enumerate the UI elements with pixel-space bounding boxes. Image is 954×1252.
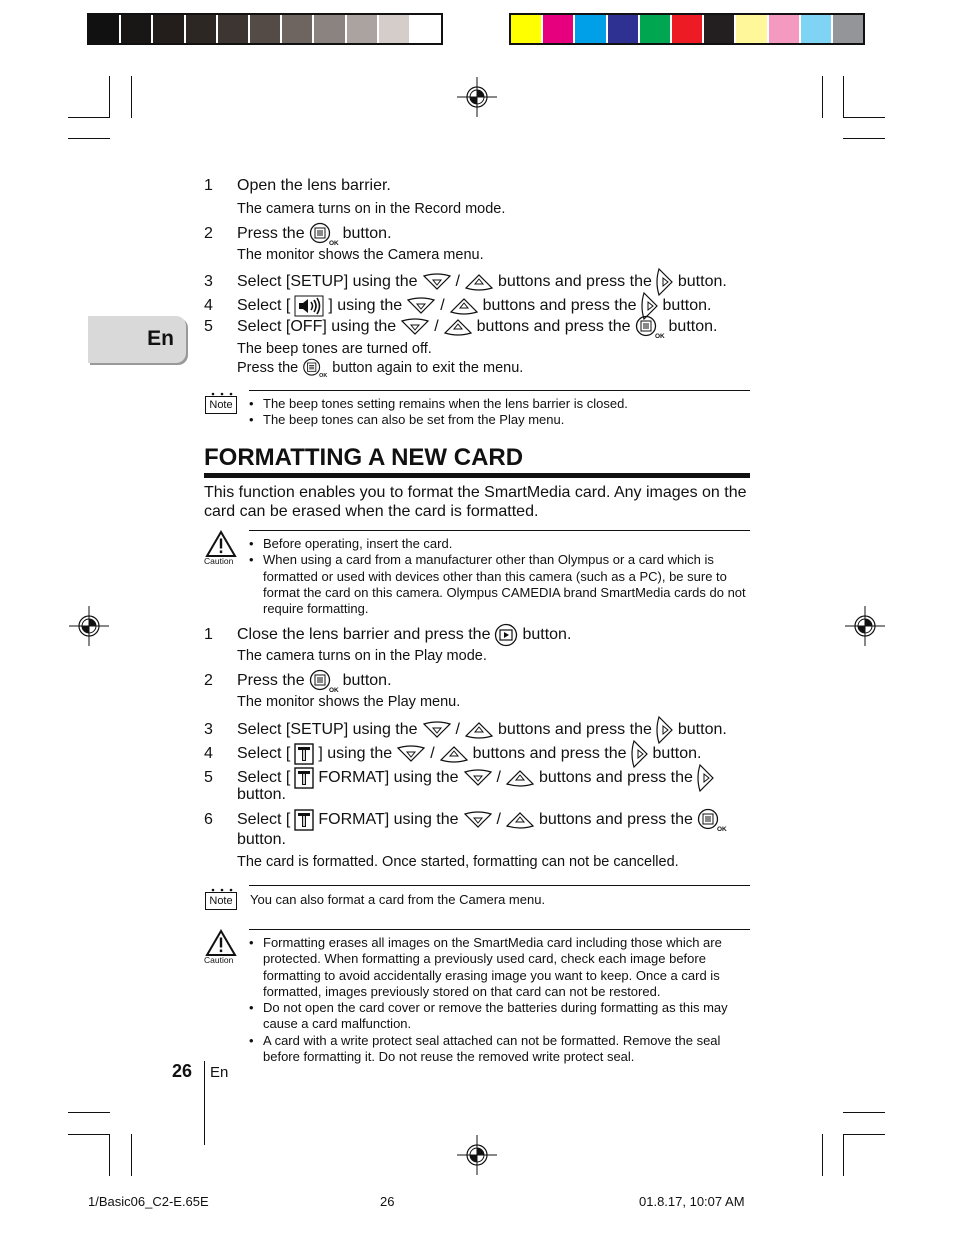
color-swatch — [575, 15, 607, 43]
color-swatch — [704, 15, 736, 43]
svg-text:OK: OK — [328, 687, 339, 693]
step-number: 5 — [204, 769, 213, 786]
step-text: ] using the — [328, 297, 403, 314]
page-marker-rule — [204, 1061, 205, 1145]
ok-menu-icon — [635, 315, 665, 339]
step-result — [237, 247, 484, 263]
registration-mark-left — [69, 606, 109, 646]
color-swatch — [736, 15, 768, 43]
step-text: button. — [677, 721, 727, 738]
color-swatch — [608, 15, 640, 43]
step-text: / — [430, 745, 435, 762]
color-swatch — [672, 15, 704, 43]
step-text: Close the lens barrier and press the — [237, 626, 491, 643]
color-calibration-bar — [509, 13, 865, 45]
step-text: buttons and press the — [497, 721, 652, 738]
down-arrow-icon — [422, 721, 452, 739]
svg-text:OK: OK — [328, 240, 339, 246]
step-number: 1 — [204, 626, 213, 643]
step-text: Select [ — [237, 745, 291, 762]
ok-menu-icon — [309, 669, 339, 693]
step-result-text: The beep tones are turned off. — [237, 341, 432, 357]
gray-swatch — [379, 15, 411, 43]
note-divider — [249, 390, 750, 391]
bullet-list — [249, 935, 749, 1065]
language-tab-label: En — [147, 327, 174, 350]
svg-text:OK: OK — [716, 826, 727, 832]
color-swatch — [511, 15, 543, 43]
card-format-icon — [294, 809, 314, 831]
caution-2-divider — [249, 929, 750, 930]
speaker-icon — [294, 295, 324, 317]
page-lang: En — [210, 1064, 229, 1081]
ok-menu-icon — [309, 222, 339, 246]
step-result-text: The monitor shows the Play menu. — [237, 694, 461, 710]
up-arrow-icon — [505, 811, 535, 829]
caution-2-label: Caution — [204, 955, 234, 965]
bullet-item: • Before operating, insert the card. — [249, 536, 453, 551]
step-text: Press the — [237, 225, 305, 242]
step-text: / — [455, 721, 460, 738]
step-number: 3 — [204, 273, 213, 290]
step-text: / — [496, 769, 501, 786]
step-text: Open the lens barrier. — [237, 177, 391, 194]
section-title: FORMATTING A NEW CARD — [204, 444, 524, 471]
down-arrow-icon — [406, 297, 436, 315]
caution-label: Caution — [204, 556, 234, 566]
step-result-text: button again to exit the menu. — [332, 360, 524, 376]
step-text: button. — [342, 225, 392, 242]
step-text: Select [ — [237, 811, 291, 828]
step-continuation: button. — [237, 786, 286, 803]
step-number: 2 — [204, 672, 213, 689]
slug-page-number: 26 — [380, 1194, 395, 1209]
step-text: button. — [522, 626, 572, 643]
gray-swatch — [250, 15, 282, 43]
up-arrow-icon — [449, 297, 479, 315]
note-2-divider — [249, 885, 750, 886]
step-text: Press the — [237, 672, 305, 689]
step-text: FORMAT] using the — [318, 811, 459, 828]
color-swatch — [640, 15, 672, 43]
step-result-text: The camera turns on in the Play mode. — [237, 648, 487, 664]
step-text: / — [434, 318, 439, 335]
step-text: / — [455, 273, 460, 290]
step-number: 4 — [204, 745, 213, 762]
bullet-item: • A card with a write protect seal attached can not be formatted. Remove the seal before formatting it. Do not reuse the removed write protect seal. — [249, 1032, 721, 1065]
ok-menu-icon — [697, 808, 727, 832]
step-text: button. — [662, 297, 712, 314]
step-result-text: The camera turns on in the Record mode. — [237, 201, 506, 217]
step-result — [237, 694, 460, 710]
gray-swatch — [282, 15, 314, 43]
step-text: buttons and press the — [539, 769, 693, 786]
down-arrow-icon — [463, 811, 493, 829]
step-2 — [204, 669, 392, 693]
step-text: Select [ — [237, 297, 291, 314]
down-arrow-icon — [463, 769, 493, 787]
svg-text:OK: OK — [319, 373, 328, 378]
step-1 — [204, 623, 571, 647]
step-text: buttons and press the — [497, 273, 652, 290]
page-number: 26 — [172, 1061, 193, 1081]
step-number: 4 — [204, 297, 213, 314]
step-result — [237, 341, 432, 357]
step-text: / — [496, 811, 501, 828]
step-text: Select [ — [237, 769, 291, 786]
gray-swatch — [314, 15, 346, 43]
language-tab — [88, 316, 186, 363]
step-result — [237, 358, 523, 378]
step-text: FORMAT] using the — [318, 769, 459, 786]
step-continuation: button. — [237, 831, 286, 848]
note-label: Note — [205, 396, 237, 414]
up-arrow-icon — [464, 273, 494, 291]
bullet-item: • The beep tones setting remains when the lens barrier is closed. — [249, 396, 628, 411]
up-arrow-icon — [505, 769, 535, 787]
registration-mark-top — [457, 77, 497, 117]
color-swatch — [769, 15, 801, 43]
down-arrow-icon — [400, 318, 430, 336]
step-number: 5 — [204, 318, 213, 335]
gray-swatch — [89, 15, 121, 43]
step-2 — [204, 222, 392, 246]
right-arrow-icon — [697, 763, 715, 793]
play-icon — [494, 623, 518, 647]
step-result — [237, 648, 487, 664]
step-text: buttons and press the — [472, 745, 627, 762]
step-text: Select [SETUP] using the — [237, 721, 418, 738]
color-swatch — [833, 15, 863, 43]
step-text: buttons and press the — [482, 297, 637, 314]
gray-swatch — [121, 15, 153, 43]
step-result-text: The card is formatted. Once started, formatting can not be cancelled. — [237, 854, 679, 870]
step-text: Select [SETUP] using the — [237, 273, 418, 290]
step-result — [237, 854, 679, 870]
grayscale-calibration-bar — [87, 13, 443, 45]
bullet-list — [249, 536, 749, 617]
bullet-item: • The beep tones can also be set from the Play menu. — [249, 412, 565, 428]
svg-text:OK: OK — [654, 333, 665, 339]
gray-swatch — [153, 15, 185, 43]
title-rule — [204, 473, 750, 478]
bullet-item: • When using a card from a manufacturer other than Olympus or a card which is formatted or used with devices other than this camera (such as a PC), be sure to format the card on this camera. Olympus CAMEDIA brand SmartMedia cards do not require formatting. — [249, 552, 746, 617]
gray-swatch — [347, 15, 379, 43]
bullet-item: • Formatting erases all images on the SmartMedia card including those which are protected. When formatting a previously used card, check each image before formatting to avoid accidentally erasing image you want to keep. Once a card is formatted, images previously stored on that card can not be restored. — [249, 935, 722, 999]
card-format-icon — [294, 767, 314, 789]
step-text: Select [OFF] using the — [237, 318, 397, 335]
gray-swatch — [411, 15, 441, 43]
step-number: 3 — [204, 721, 213, 738]
step-text: button. — [652, 745, 702, 762]
step-text: button. — [668, 318, 718, 335]
step-text: buttons and press the — [476, 318, 631, 335]
up-arrow-icon — [443, 318, 473, 336]
bullet-list — [249, 396, 749, 429]
registration-mark-right — [845, 606, 885, 646]
step-result-text: Press the — [237, 360, 299, 376]
step-number: 6 — [204, 811, 213, 828]
step-1 — [204, 177, 391, 195]
card-format-icon — [294, 743, 314, 765]
gray-swatch — [218, 15, 250, 43]
caution-divider — [249, 530, 750, 531]
step-text: button. — [677, 273, 727, 290]
step-result — [237, 201, 505, 217]
gray-swatch — [186, 15, 218, 43]
step-6 — [204, 808, 731, 832]
file-id: 1/Basic06_C2-E.65E — [88, 1194, 209, 1209]
ok-menu-icon — [302, 358, 328, 378]
note-2-text: You can also format a card from the Camera menu. — [250, 892, 546, 907]
step-result-text: The monitor shows the Camera menu. — [237, 247, 484, 263]
print-timestamp: 01.8.17, 10:07 AM — [639, 1194, 745, 1209]
up-arrow-icon — [464, 721, 494, 739]
registration-mark-bottom — [457, 1135, 497, 1175]
step-text: buttons and press the — [539, 811, 693, 828]
color-swatch — [801, 15, 833, 43]
section-intro: This function enables you to format the SmartMedia card. Any images on the card can be erased when the card is formatted. — [204, 484, 747, 520]
down-arrow-icon — [422, 273, 452, 291]
step-text: ] using the — [318, 745, 393, 762]
step-5 — [204, 315, 717, 339]
step-text: button. — [342, 672, 392, 689]
step-text: / — [440, 297, 445, 314]
down-arrow-icon — [396, 745, 426, 763]
color-swatch — [543, 15, 575, 43]
up-arrow-icon — [439, 745, 469, 763]
bullet-item: • Do not open the card cover or remove the batteries during formatting as this may cause a card malfunction. — [249, 1000, 728, 1032]
step-number: 1 — [204, 177, 213, 194]
note-2-label: Note — [205, 892, 237, 910]
step-number: 2 — [204, 225, 213, 242]
